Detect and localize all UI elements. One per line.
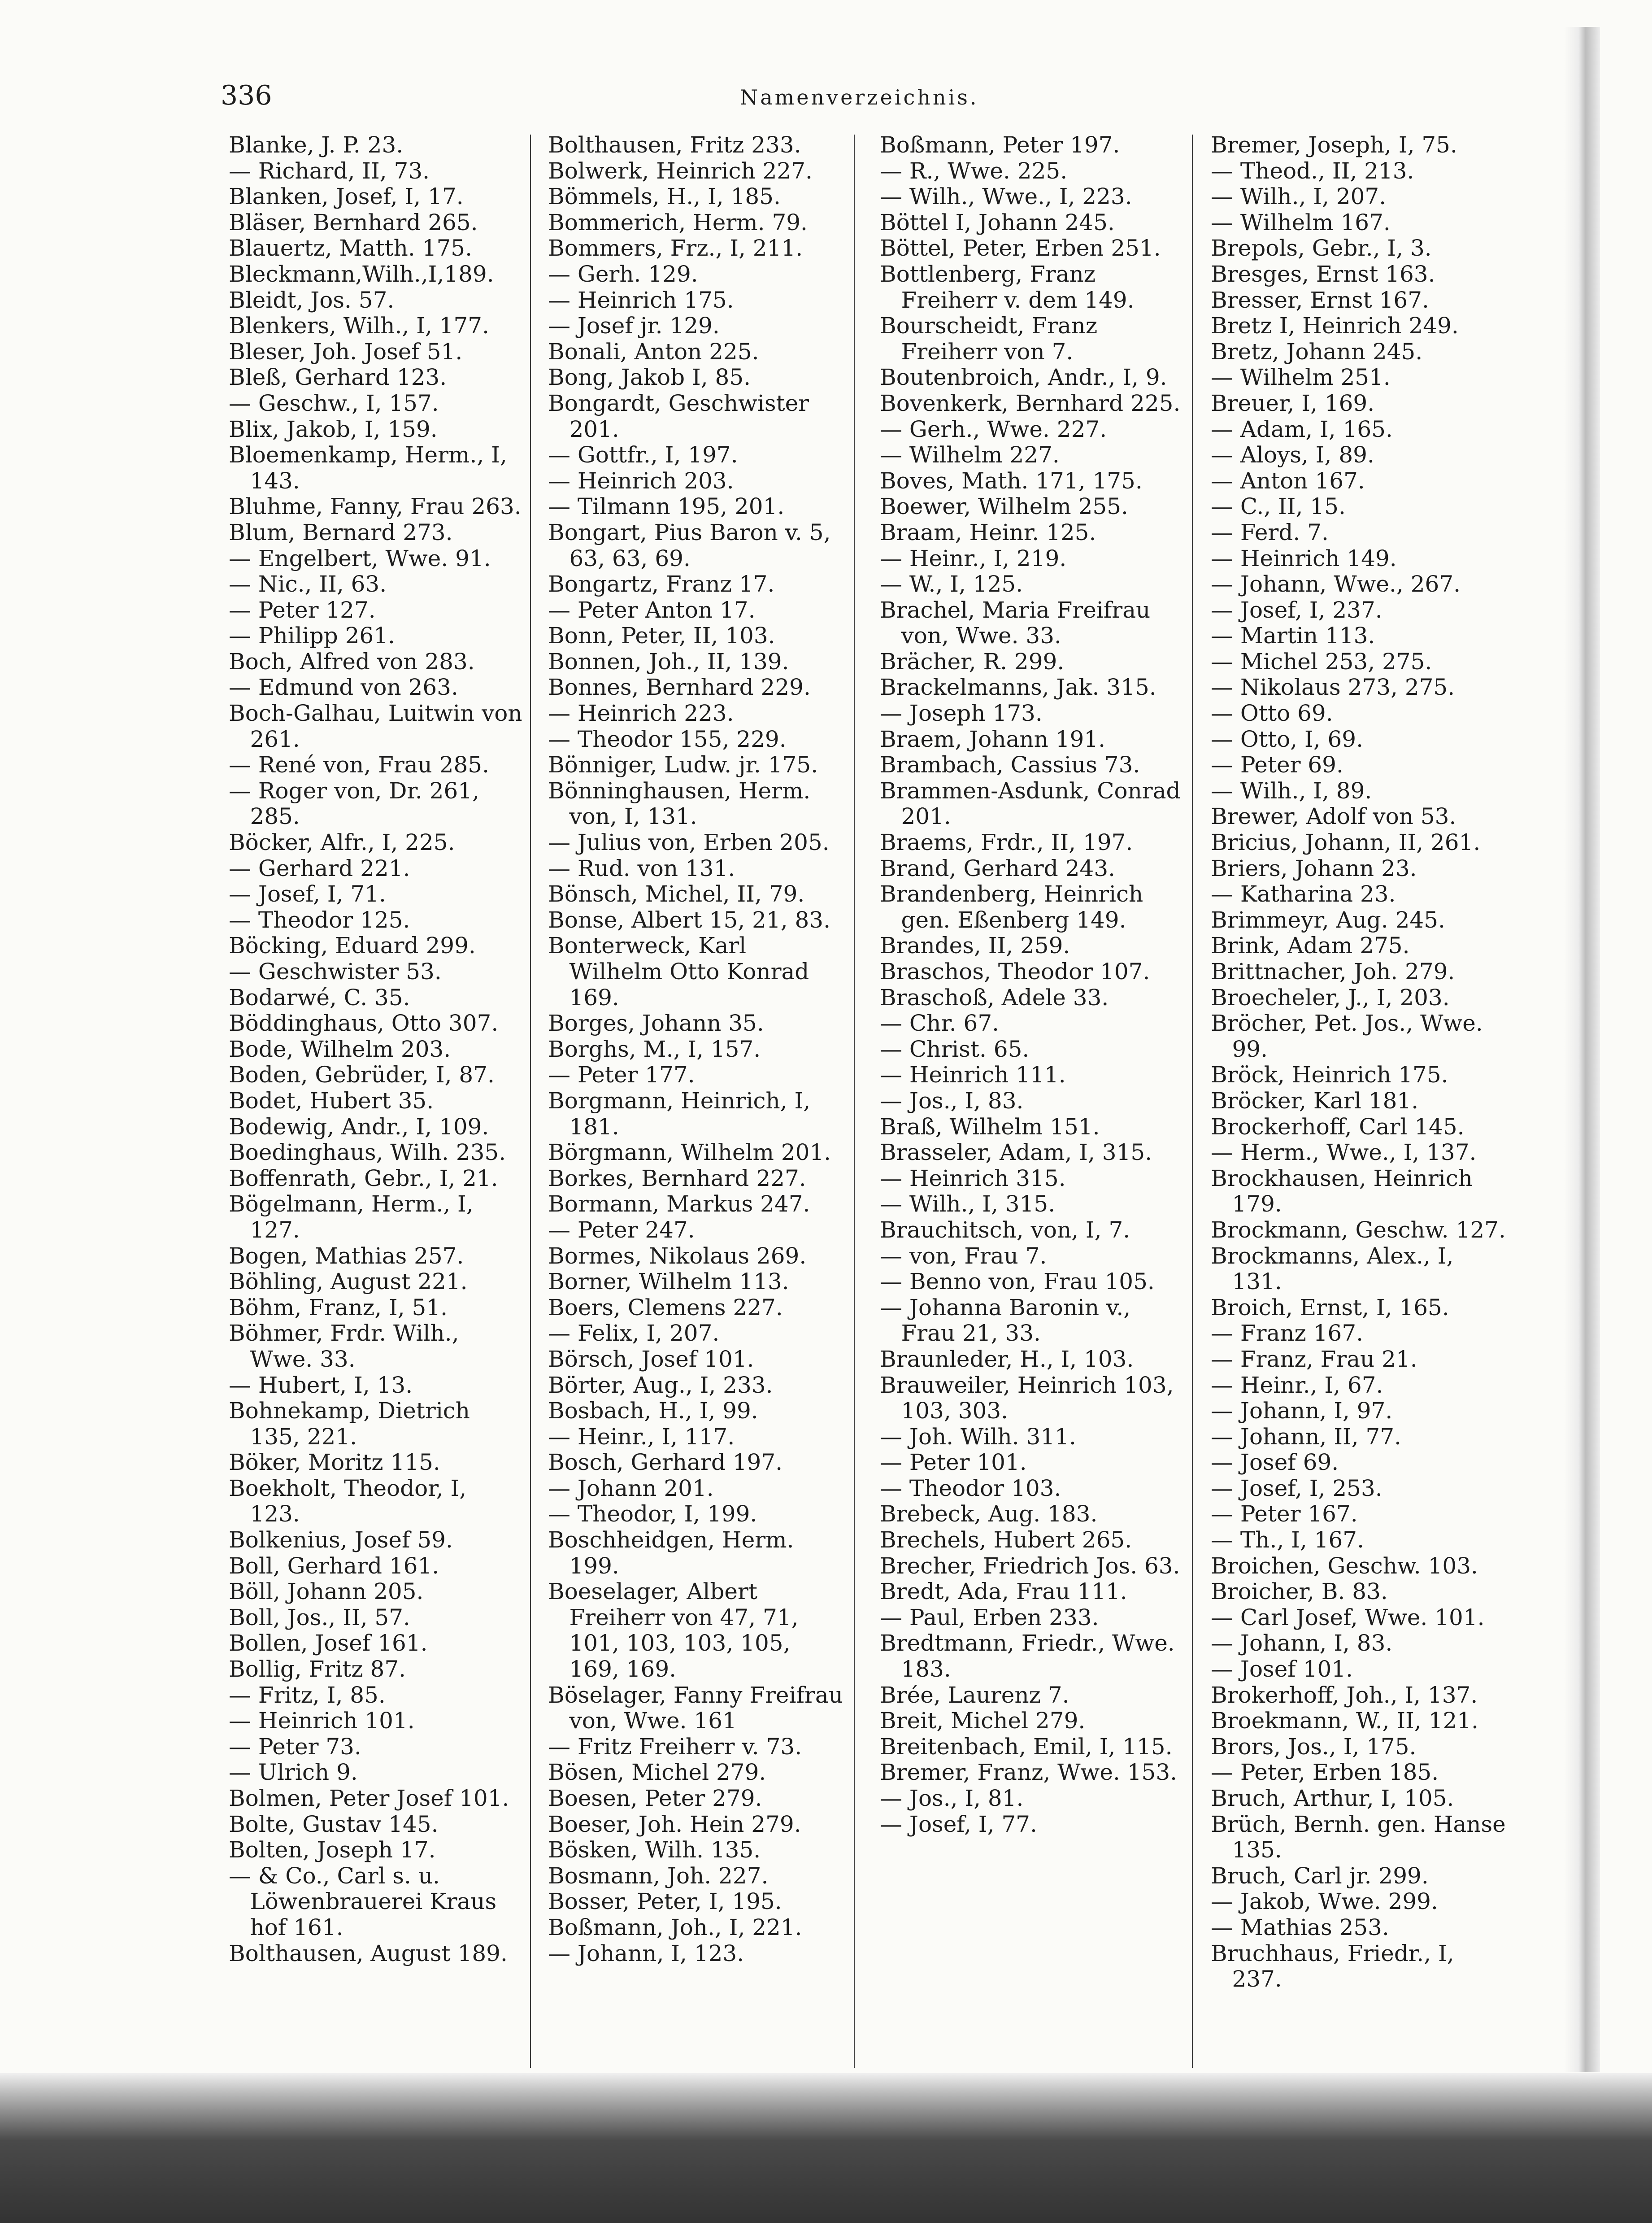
- index-entry: Brand, Gerhard 243.: [880, 855, 1116, 881]
- index-entry: Bosch, Gerhard 197.: [548, 1449, 783, 1476]
- index-entry: — Johann, I, 83.: [1211, 1630, 1393, 1656]
- index-entry: — Anton 167.: [1211, 467, 1365, 494]
- index-entry: — Mathias 253.: [1211, 1914, 1389, 1940]
- index-entry: Bongartz, Franz 17.: [548, 571, 775, 597]
- index-entry: Bönninghausen, Herm. von, I, 131.: [548, 777, 811, 830]
- index-entry: Bömmels, H., I, 185.: [548, 183, 781, 210]
- index-entry: Brammen-Asdunk, Conrad 201.: [880, 777, 1181, 830]
- index-entry: — Peter 73.: [229, 1733, 361, 1760]
- index-entry: — Ferd. 7.: [1211, 519, 1329, 545]
- index-entry: Brée, Laurenz 7.: [880, 1682, 1069, 1708]
- index-column-4: [1211, 132, 1509, 1992]
- index-entry: Brecher, Friedrich Jos. 63.: [880, 1552, 1180, 1579]
- index-entry: Brockmanns, Alex., I, 131.: [1211, 1242, 1454, 1295]
- index-entry: Brepols, Gebr., I, 3.: [1211, 235, 1432, 262]
- index-entry: Bruch, Arthur, I, 105.: [1211, 1785, 1454, 1811]
- index-entry: Brebeck, Aug. 183.: [880, 1501, 1098, 1527]
- index-entry: — Johann, I, 97.: [1211, 1398, 1393, 1424]
- index-entry: Bommers, Frz., I, 211.: [548, 235, 803, 262]
- index-entry: Bögelmann, Herm., I, 127.: [229, 1191, 474, 1243]
- index-entry: — Theodor 103.: [880, 1475, 1061, 1501]
- index-entry: — Edmund von 263.: [229, 674, 458, 701]
- index-entry: — Carl Josef, Wwe. 101.: [1211, 1604, 1485, 1630]
- page-number: 336: [221, 80, 272, 111]
- index-entry: — Gottfr., I, 197.: [548, 442, 738, 468]
- index-entry: — Adam, I, 165.: [1211, 416, 1393, 442]
- index-entry: Bolwerk, Heinrich 227.: [548, 157, 813, 184]
- index-entry: Breit, Michel 279.: [880, 1708, 1086, 1734]
- index-entry: — Benno von, Frau 105.: [880, 1268, 1155, 1295]
- index-entry: — Peter 167.: [1211, 1501, 1358, 1527]
- column-rule-3: [1192, 135, 1193, 2068]
- index-entry: Borges, Johann 35.: [548, 1010, 764, 1037]
- index-entry: Bourscheidt, Franz Freiherr von 7.: [880, 313, 1098, 365]
- index-entry: Bolkenius, Josef 59.: [229, 1527, 453, 1553]
- index-entry: — Engelbert, Wwe. 91.: [229, 545, 491, 571]
- index-entry: Böddinghaus, Otto 307.: [229, 1010, 499, 1037]
- index-entry: Bolten, Joseph 17.: [229, 1837, 436, 1863]
- index-entry: — Fritz, I, 85.: [229, 1682, 386, 1708]
- index-entry: — Wilhelm 251.: [1211, 364, 1391, 391]
- index-entry: — Gerh. 129.: [548, 261, 698, 287]
- index-entry: — Wilh., I, 315.: [880, 1191, 1056, 1217]
- index-entry: — Heinrich 149.: [1211, 545, 1397, 571]
- index-entry: Boden, Gebrüder, I, 87.: [229, 1062, 495, 1088]
- index-entry: Bretz, Johann 245.: [1211, 338, 1423, 365]
- index-entry: Blauertz, Matth. 175.: [229, 235, 472, 262]
- index-entry: Bolmen, Peter Josef 101.: [229, 1785, 509, 1811]
- index-entry: Boeser, Joh. Hein 279.: [548, 1811, 801, 1837]
- index-entry: Bodet, Hubert 35.: [229, 1087, 434, 1114]
- index-column-1: [229, 132, 522, 1966]
- index-entry: Broicher, B. 83.: [1211, 1578, 1388, 1605]
- index-entry: Bleser, Joh. Josef 51.: [229, 338, 463, 365]
- index-entry: Boers, Clemens 227.: [548, 1294, 783, 1321]
- index-entry: — Peter 247.: [548, 1216, 695, 1243]
- index-entry: Broichen, Geschw. 103.: [1211, 1552, 1478, 1579]
- index-entry: Boves, Math. 171, 175.: [880, 467, 1143, 494]
- index-entry: Böcking, Eduard 299.: [229, 933, 476, 959]
- index-entry: — Katharina 23.: [1211, 881, 1396, 907]
- index-entry: Bönsch, Michel, II, 79.: [548, 881, 805, 907]
- index-entry: Bolthausen, August 189.: [229, 1940, 508, 1966]
- index-entry: Bottlenberg, Franz Freiherr v. dem 149.: [880, 261, 1135, 313]
- index-entry: Böhling, August 221.: [229, 1268, 468, 1295]
- index-entry: Brachel, Maria Freifrau von, Wwe. 33.: [880, 597, 1151, 649]
- index-entry: Brittnacher, Joh. 279.: [1211, 959, 1455, 985]
- index-entry: Brandenberg, Heinrich gen. Eßenberg 149.: [880, 881, 1143, 933]
- index-entry: — Peter 101.: [880, 1449, 1027, 1476]
- index-column-2: [548, 132, 846, 1966]
- index-entry: — Heinrich 315.: [880, 1165, 1066, 1191]
- index-entry: — Heinrich 223.: [548, 700, 734, 727]
- index-entry: Böttel I, Johann 245.: [880, 209, 1115, 235]
- index-entry: Brink, Adam 275.: [1211, 933, 1410, 959]
- index-entry: Boßmann, Joh., I, 221.: [548, 1914, 802, 1940]
- index-entry: Braß, Wilhelm 151.: [880, 1113, 1100, 1140]
- index-entry: Bönniger, Ludw. jr. 175.: [548, 752, 818, 778]
- index-entry: — W., I, 125.: [880, 571, 1023, 597]
- index-entry: Brackelmanns, Jak. 315.: [880, 674, 1156, 701]
- index-entry: Bröcher, Pet. Jos., Wwe. 99.: [1211, 1010, 1483, 1062]
- index-entry: Bosmann, Joh. 227.: [548, 1862, 769, 1889]
- index-entry: Bremer, Franz, Wwe. 153.: [880, 1759, 1178, 1786]
- index-entry: Brauchitsch, von, I, 7.: [880, 1216, 1130, 1243]
- index-entry: Boffenrath, Gebr., I, 21.: [229, 1165, 498, 1191]
- index-entry: Bruch, Carl jr. 299.: [1211, 1862, 1429, 1889]
- index-entry: Boedinghaus, Wilh. 235.: [229, 1139, 506, 1166]
- index-entry: — Theodor 155, 229.: [548, 726, 787, 752]
- index-entry: Bogen, Mathias 257.: [229, 1242, 464, 1269]
- index-entry: Blum, Bernard 273.: [229, 519, 453, 545]
- index-entry: Bläser, Bernhard 265.: [229, 209, 478, 235]
- index-entry: — Johann, I, 123.: [548, 1940, 744, 1966]
- index-entry: Bommerich, Herm. 79.: [548, 209, 808, 235]
- index-entry: — Heinr., I, 67.: [1211, 1372, 1383, 1398]
- index-entry: Boßmann, Peter 197.: [880, 132, 1120, 158]
- index-entry: — Peter, Erben 185.: [1211, 1759, 1439, 1786]
- index-entry: Brüch, Bernh. gen. Hanse 135.: [1211, 1811, 1506, 1863]
- index-entry: Bodarwé, C. 35.: [229, 984, 410, 1011]
- index-entry: Bongart, Pius Baron v. 5, 63, 63, 69.: [548, 519, 831, 571]
- index-entry: Boschheidgen, Herm. 199.: [548, 1527, 794, 1579]
- index-entry: — Theodor 125.: [229, 907, 410, 933]
- index-entry: Brandes, II, 259.: [880, 933, 1070, 959]
- index-entry: Brambach, Cassius 73.: [880, 752, 1140, 778]
- index-entry: Borgmann, Heinrich, I, 181.: [548, 1087, 811, 1140]
- index-entry: Bredtmann, Friedr., Wwe. 183.: [880, 1630, 1175, 1683]
- index-entry: — Joseph 173.: [880, 700, 1043, 727]
- index-entry: — Jakob, Wwe. 299.: [1211, 1888, 1438, 1915]
- index-entry: — Fritz Freiherr v. 73.: [548, 1733, 802, 1760]
- index-entry: — Wilh., Wwe., I, 223.: [880, 183, 1132, 210]
- index-entry: Böselager, Fanny Freifrau von, Wwe. 161: [548, 1682, 843, 1734]
- index-entry: Borkes, Bernhard 227.: [548, 1165, 806, 1191]
- index-entry: — Johann, II, 77.: [1211, 1423, 1402, 1450]
- index-entry: Boewer, Wilhelm 255.: [880, 493, 1128, 520]
- index-entry: — Paul, Erben 233.: [880, 1604, 1099, 1630]
- index-entry: — Aloys, I, 89.: [1211, 442, 1374, 468]
- index-entry: Brauweiler, Heinrich 103, 103, 303.: [880, 1372, 1174, 1424]
- index-entry: Bongardt, Geschwister 201.: [548, 390, 809, 442]
- index-entry: Broekmann, W., II, 121.: [1211, 1708, 1478, 1734]
- index-entry: — Tilmann 195, 201.: [548, 493, 785, 520]
- index-entry: — Julius von, Erben 205.: [548, 829, 830, 856]
- index-entry: Borghs, M., I, 157.: [548, 1036, 761, 1062]
- index-entry: Boll, Jos., II, 57.: [229, 1604, 410, 1630]
- index-entry: Bleß, Gerhard 123.: [229, 364, 447, 391]
- index-entry: — Heinrich 175.: [548, 287, 734, 313]
- index-entry: — C., II, 15.: [1211, 493, 1346, 520]
- index-entry: Bode, Wilhelm 203.: [229, 1036, 451, 1062]
- running-head: Namenverzeichnis.: [740, 85, 979, 109]
- index-entry: Bosser, Peter, I, 195.: [548, 1888, 782, 1915]
- index-entry: Blenkers, Wilh., I, 177.: [229, 313, 490, 339]
- index-entry: — Christ. 65.: [880, 1036, 1030, 1062]
- index-entry: — Johann 201.: [548, 1475, 714, 1501]
- index-entry: Boch, Alfred von 283.: [229, 648, 475, 675]
- index-entry: — Josef, I, 71.: [229, 881, 386, 907]
- index-entry: — Felix, I, 207.: [548, 1320, 720, 1347]
- index-entry: — Ulrich 9.: [229, 1759, 358, 1786]
- index-entry: — Joh. Wilh. 311.: [880, 1423, 1076, 1450]
- index-entry: — R., Wwe. 225.: [880, 157, 1068, 184]
- index-entry: Brechels, Hubert 265.: [880, 1527, 1132, 1553]
- index-entry: — Heinrich 203.: [548, 467, 734, 494]
- index-entry: — Richard, II, 73.: [229, 157, 430, 184]
- index-entry: — Hubert, I, 13.: [229, 1372, 413, 1398]
- index-entry: — Peter 177.: [548, 1062, 695, 1088]
- index-entry: — Roger von, Dr. 261, 285.: [229, 777, 479, 830]
- index-entry: Boekholt, Theodor, I, 123.: [229, 1475, 467, 1527]
- index-entry: Bösen, Michel 279.: [548, 1759, 766, 1786]
- index-entry: — Geschwister 53.: [229, 959, 442, 985]
- index-entry: Bong, Jakob I, 85.: [548, 364, 751, 391]
- index-entry: Bollig, Fritz 87.: [229, 1656, 406, 1683]
- index-entry: — Nic., II, 63.: [229, 571, 387, 597]
- index-entry: — Gerhard 221.: [229, 855, 410, 881]
- index-entry: Broich, Ernst, I, 165.: [1211, 1294, 1449, 1321]
- index-entry: Bredt, Ada, Frau 111.: [880, 1578, 1127, 1605]
- index-entry: — Theod., II, 213.: [1211, 157, 1414, 184]
- index-entry: Bröck, Heinrich 175.: [1211, 1062, 1448, 1088]
- index-entry: — Franz 167.: [1211, 1320, 1364, 1347]
- column-rule-1: [530, 135, 531, 2068]
- index-entry: Bonn, Peter, II, 103.: [548, 623, 775, 649]
- index-entry: Brächer, R. 299.: [880, 648, 1065, 675]
- index-entry: Broecheler, J., I, 203.: [1211, 984, 1450, 1011]
- index-entry: Bruchhaus, Friedr., I, 237.: [1211, 1940, 1454, 1992]
- index-entry: Boch-Galhau, Luitwin von 261.: [229, 700, 522, 752]
- index-entry: — Josef, I, 237.: [1211, 597, 1382, 623]
- index-entry: — Theodor, I, 199.: [548, 1501, 757, 1527]
- index-entry: — Herm., Wwe., I, 137.: [1211, 1139, 1477, 1166]
- index-entry: — Gerh., Wwe. 227.: [880, 416, 1107, 442]
- index-entry: Brors, Jos., I, 175.: [1211, 1733, 1417, 1760]
- index-entry: Bleidt, Jos. 57.: [229, 287, 395, 313]
- index-entry: Brockmann, Geschw. 127.: [1211, 1216, 1506, 1243]
- index-entry: — Heinrich 111.: [880, 1062, 1066, 1088]
- index-entry: Böll, Johann 205.: [229, 1578, 424, 1605]
- index-entry: — Jos., I, 81.: [880, 1785, 1024, 1811]
- index-entry: — Otto 69.: [1211, 700, 1333, 727]
- index-entry: — Wilhelm 167.: [1211, 209, 1391, 235]
- index-entry: Braems, Frdr., II, 197.: [880, 829, 1133, 856]
- index-entry: Bresges, Ernst 163.: [1211, 261, 1435, 287]
- index-entry: Bröcker, Karl 181.: [1211, 1087, 1419, 1114]
- index-entry: Blanke, J. P. 23.: [229, 132, 404, 158]
- index-entry: — Jos., I, 83.: [880, 1087, 1024, 1114]
- index-entry: Borner, Wilhelm 113.: [548, 1268, 789, 1295]
- index-entry: Brockhausen, Heinrich 179.: [1211, 1165, 1473, 1217]
- index-entry: — Josef, I, 77.: [880, 1811, 1037, 1837]
- index-entry: Böcker, Alfr., I, 225.: [229, 829, 455, 856]
- index-entry: — Chr. 67.: [880, 1010, 1000, 1037]
- index-entry: — Peter 69.: [1211, 752, 1343, 778]
- index-entry: Braschoß, Adele 33.: [880, 984, 1109, 1011]
- index-entry: Börsch, Josef 101.: [548, 1346, 754, 1372]
- index-entry: — Josef jr. 129.: [548, 313, 720, 339]
- index-entry: Boll, Gerhard 161.: [229, 1552, 439, 1579]
- index-entry: — Rud. von 131.: [548, 855, 735, 881]
- index-entry: — Franz, Frau 21.: [1211, 1346, 1417, 1372]
- index-entry: Brockerhoff, Carl 145.: [1211, 1113, 1465, 1140]
- index-entry: — Heinrich 101.: [229, 1708, 415, 1734]
- index-entry: Böker, Moritz 115.: [229, 1449, 440, 1476]
- index-entry: Brewer, Adolf von 53.: [1211, 803, 1456, 830]
- index-entry: Börter, Aug., I, 233.: [548, 1372, 773, 1398]
- index-entry: — Peter 127.: [229, 597, 376, 623]
- index-entry: Blix, Jakob, I, 159.: [229, 416, 438, 442]
- index-entry: Bonse, Albert 15, 21, 83.: [548, 907, 831, 933]
- index-entry: Bösken, Wilh. 135.: [548, 1837, 761, 1863]
- index-entry: Briers, Johann 23.: [1211, 855, 1417, 881]
- index-entry: Bormann, Markus 247.: [548, 1191, 810, 1217]
- index-entry: Böhmer, Frdr. Wilh., Wwe. 33.: [229, 1320, 459, 1372]
- index-entry: Bleckmann,Wilh.,I,189.: [229, 261, 494, 287]
- index-entry: — Otto, I, 69.: [1211, 726, 1364, 752]
- index-entry: Bonali, Anton 225.: [548, 338, 759, 365]
- index-entry: — & Co., Carl s. u. Löwenbrauerei Kraus hof 161.: [229, 1862, 497, 1940]
- index-entry: — Josef, I, 253.: [1211, 1475, 1382, 1501]
- index-entry: Boeselager, Albert Freiherr von 47, 71, 101, 103, 103, 105, 169, 169.: [548, 1578, 799, 1683]
- index-entry: Bonnes, Bernhard 229.: [548, 674, 811, 701]
- index-entry: Braem, Johann 191.: [880, 726, 1106, 752]
- index-entry: Bonterweck, Karl Wilhelm Otto Konrad 169.: [548, 933, 809, 1011]
- index-entry: Bolthausen, Fritz 233.: [548, 132, 801, 158]
- index-column-3: [880, 132, 1185, 1837]
- index-entry: Bremer, Joseph, I, 75.: [1211, 132, 1457, 158]
- scanned-bottom-edge: [0, 2073, 1652, 2223]
- index-entry: Bricius, Johann, II, 261.: [1211, 829, 1481, 856]
- index-entry: — Wilh., I, 207.: [1211, 183, 1387, 210]
- index-entry: Bonnen, Joh., II, 139.: [548, 648, 789, 675]
- index-entry: — Josef 69.: [1211, 1449, 1339, 1476]
- index-entry: Bollen, Josef 161.: [229, 1630, 428, 1656]
- index-entry: Brasseler, Adam, I, 315.: [880, 1139, 1152, 1166]
- index-entry: — Heinr., I, 117.: [548, 1423, 735, 1450]
- index-entry: Bretz I, Heinrich 249.: [1211, 313, 1459, 339]
- index-entry: Braam, Heinr. 125.: [880, 519, 1096, 545]
- index-entry: — Philipp 261.: [229, 623, 395, 649]
- index-entry: Bluhme, Fanny, Frau 263.: [229, 493, 522, 520]
- index-entry: Bodewig, Andr., I, 109.: [229, 1113, 489, 1140]
- index-entry: — Peter Anton 17.: [548, 597, 756, 623]
- index-entry: — Josef 101.: [1211, 1656, 1353, 1683]
- index-entry: Börgmann, Wilhelm 201.: [548, 1139, 831, 1166]
- index-entry: Bormes, Nikolaus 269.: [548, 1242, 807, 1269]
- index-entry: — Wilhelm 227.: [880, 442, 1060, 468]
- index-entry: Bresser, Ernst 167.: [1211, 287, 1429, 313]
- scanned-page-edge: [1564, 27, 1600, 2072]
- index-entry: Braunleder, H., I, 103.: [880, 1346, 1134, 1372]
- index-entry: — Wilh., I, 89.: [1211, 777, 1372, 804]
- index-entry: Blanken, Josef, I, 17.: [229, 183, 464, 210]
- index-entry: Breuer, I, 169.: [1211, 390, 1375, 416]
- index-entry: Breitenbach, Emil, I, 115.: [880, 1733, 1173, 1760]
- index-entry: Bovenkerk, Bernhard 225.: [880, 390, 1181, 416]
- index-entry: — Martin 113.: [1211, 623, 1375, 649]
- index-entry: — Michel 253, 275.: [1211, 648, 1432, 675]
- column-rule-2: [854, 135, 855, 2068]
- index-entry: Bosbach, H., I, 99.: [548, 1398, 758, 1424]
- index-entry: — Nikolaus 273, 275.: [1211, 674, 1455, 701]
- index-entry: — Heinr., I, 219.: [880, 545, 1067, 571]
- index-entry: Boutenbroich, Andr., I, 9.: [880, 364, 1167, 391]
- index-entry: — Th., I, 167.: [1211, 1527, 1364, 1553]
- index-entry: Bloemenkamp, Herm., I, 143.: [229, 442, 507, 494]
- index-entry: Böttel, Peter, Erben 251.: [880, 235, 1161, 262]
- index-entry: Brokerhoff, Joh., I, 137.: [1211, 1682, 1478, 1708]
- index-entry: Braschos, Theodor 107.: [880, 959, 1150, 985]
- index-entry: Bolte, Gustav 145.: [229, 1811, 439, 1837]
- index-entry: — Johanna Baronin v., Frau 21, 33.: [880, 1294, 1131, 1347]
- index-entry: Böhm, Franz, I, 51.: [229, 1294, 448, 1321]
- index-entry: — René von, Frau 285.: [229, 752, 489, 778]
- index-entry: Boesen, Peter 279.: [548, 1785, 762, 1811]
- index-entry: — Johann, Wwe., 267.: [1211, 571, 1461, 597]
- index-entry: Bohnekamp, Dietrich 135, 221.: [229, 1398, 470, 1450]
- index-entry: — Geschw., I, 157.: [229, 390, 439, 416]
- index-entry: Brimmeyr, Aug. 245.: [1211, 907, 1445, 933]
- index-entry: — von, Frau 7.: [880, 1242, 1047, 1269]
